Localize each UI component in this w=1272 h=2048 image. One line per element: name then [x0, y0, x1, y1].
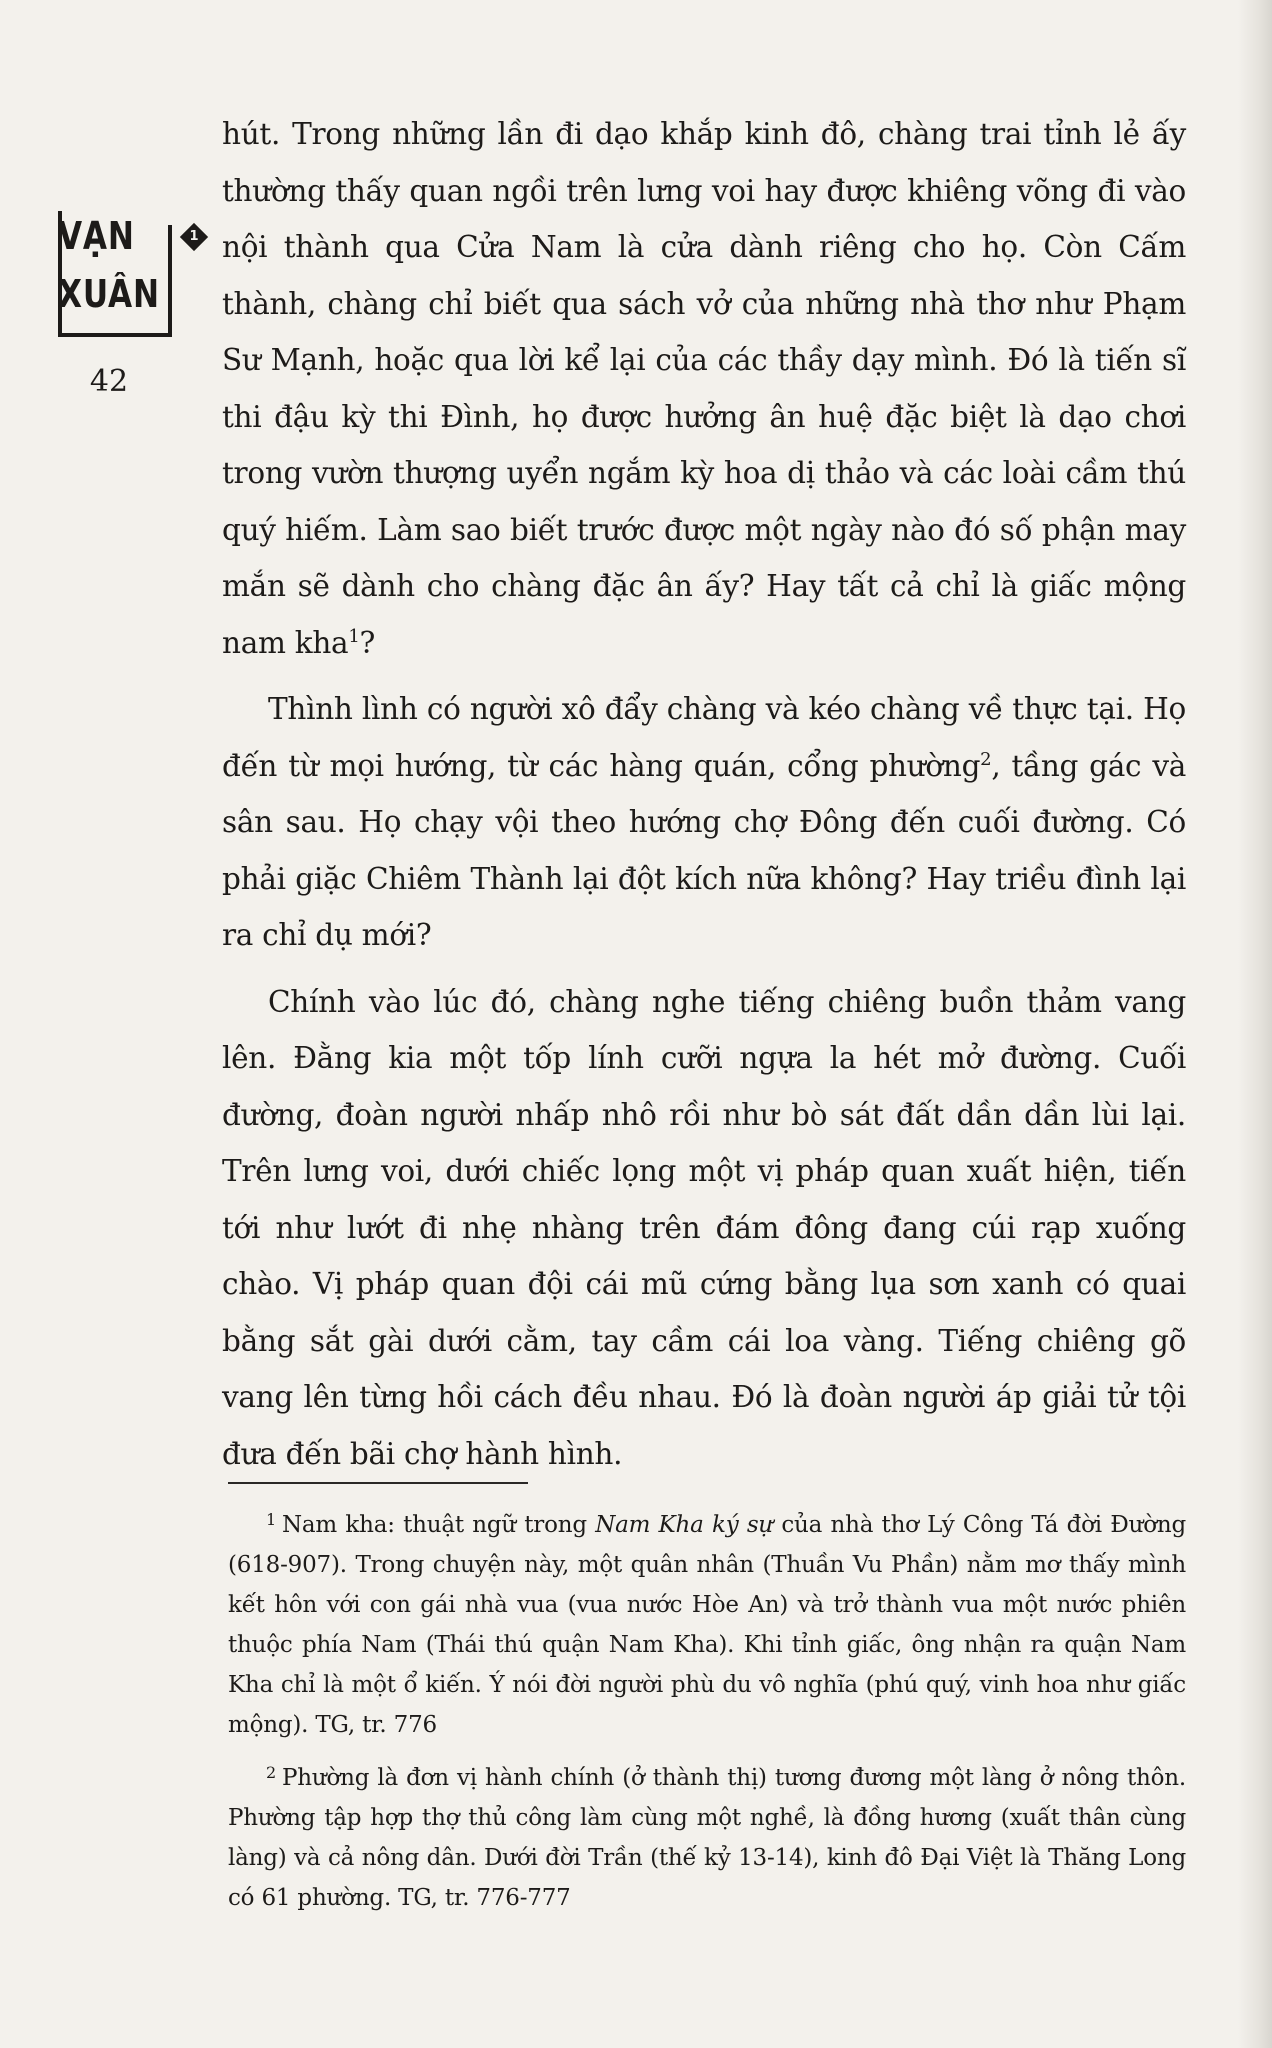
page-edge-shadow: [1238, 0, 1272, 2048]
paragraph-2: [222, 681, 1186, 964]
paragraph-3: [222, 974, 1186, 1483]
footnote-2-number: 2: [266, 1763, 276, 1782]
footnotes: [228, 1500, 1186, 1918]
footnote-1-start: Nam kha: thuật ngữ trong: [281, 1512, 596, 1538]
footnote-1-rest: của nhà thơ Lý Công Tá đời Đường (618-907). Trong chuyện này, một quân nhân (Thuần Vu Phần) nằm mơ thấy mình kết hôn với con gái nhà vua (vua nước Hòe An) và trở thành vua một nước phiên thuộc phía Nam (Thái thú quận Nam Kha). Khi tỉnh giấc, ông nhận ra quận Nam Kha chỉ là một ổ kiến. Ý nói đời người phù du vô nghĩa (phú quý, vinh hoa như giấc mộng). TG, tr. 776: [228, 1512, 1186, 1738]
footnote-divider: [228, 1482, 528, 1484]
footnote-ref-2: 2: [980, 748, 992, 770]
series-logo: [58, 205, 199, 340]
logo-line-1: VẠN: [58, 214, 135, 258]
page-number: 42: [89, 364, 129, 399]
logo-bottom-bar: [58, 333, 172, 337]
footnote-2-text: Phường là đơn vị hành chính (ở thành thị) tương đương một làng ở nông thôn. Phường tập hợp thợ thủ công làm cùng một nghề, là đồng hương (xuất thân cùng làng) và cả nông dân. Dưới đời Trần (thế kỷ 13-14), kinh đô Đại Việt là Thăng Long có 61 phường. TG, tr. 776-777: [228, 1765, 1186, 1911]
paragraph-2-text: Thình lình có người xô đẩy chàng và kéo chàng về thực tại. Họ đến từ mọi hướng, từ các hàng quán, cổng phường: [222, 692, 1186, 783]
logo-right-bar: [168, 225, 172, 335]
footnote-1-title: Nam Kha ký sự: [595, 1512, 774, 1538]
paragraph-1-text: hút. Trong những lần đi dạo khắp kinh đô, chàng trai tỉnh lẻ ấy thường thấy quan ngồi trên lưng voi hay được khiêng võng đi vào nội thành qua Cửa Nam là cửa dành riêng cho họ. Còn Cấm thành, chàng chỉ biết qua sách vở của những nhà thơ như Phạm Sư Mạnh, hoặc qua lời kể lại của các thầy dạy mình. Đó là tiến sĩ thi đậu kỳ thi Đình, họ được hưởng ân huệ đặc biệt là dạo chơi trong vườn thượng uyển ngắm kỳ hoa dị thảo và các loài cầm thú quý hiếm. Làm sao biết trước được một ngày nào đó số phận may mắn sẽ dành cho chàng đặc ân ấy? Hay tất cả chỉ là giấc mộng nam kha: [222, 117, 1186, 660]
body-text: [222, 106, 1186, 1482]
footnote-1: [228, 1500, 1186, 1745]
volume-number: 1: [189, 229, 199, 244]
volume-diamond-icon: [180, 223, 208, 251]
footnote-2: [228, 1753, 1186, 1918]
paragraph-2-end: , tầng gác và sân sau. Họ chạy vội theo hướng chợ Đông đến cuối đường. Có phải giặc Chiêm Thành lại đột kích nữa không? Hay triều đình lại ra chỉ dụ mới?: [222, 748, 1187, 952]
footnote-ref-1: 1: [348, 625, 360, 647]
paragraph-1-end: ?: [359, 625, 375, 660]
logo-line-2: XUÂN: [58, 272, 160, 316]
paragraph-1: [222, 106, 1186, 671]
footnote-1-number: 1: [266, 1510, 276, 1529]
paragraph-3-text: Chính vào lúc đó, chàng nghe tiếng chiêng buồn thảm vang lên. Đằng kia một tốp lính cưỡi ngựa la hét mở đường. Cuối đường, đoàn người nhấp nhô rồi như bò sát đất dần dần lùi lại. Trên lưng voi, dưới chiếc lọng một vị pháp quan xuất hiện, tiến tới như lướt đi nhẹ nhàng trên đám đông đang cúi rạp xuống chào. Vị pháp quan đội cái mũ cứng bằng lụa sơn xanh có quai bằng sắt gài dưới cằm, tay cầm cái loa vàng. Tiếng chiêng gõ vang lên từng hồi cách đều nhau. Đó là đoàn người áp giải tử tội đưa đến bãi chợ hành hình.: [222, 984, 1186, 1471]
